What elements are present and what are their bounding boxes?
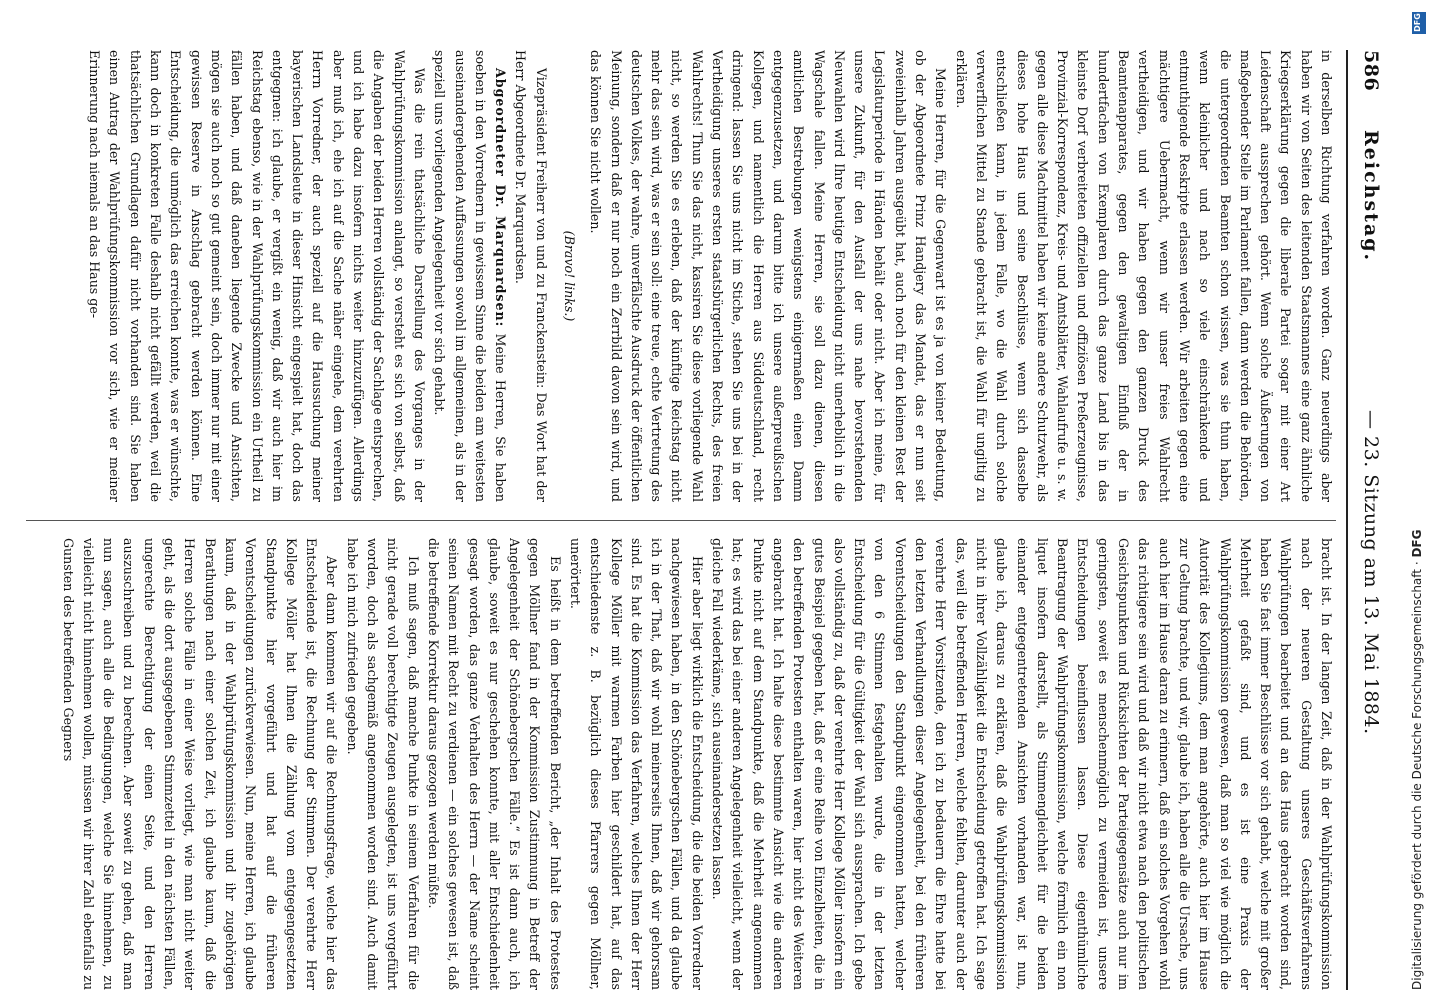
scanned-page (10, 50, 1390, 990)
paragraph: Ich muß sagen, daß manche Punkte in seinem Verfahren für die nicht gerade voll berechtigte Zeugen ausgelegten, ist uns vorgeführt worden, doch als sachgemäß angenommen worden sind. Auch damit habe ich mich zufrieden gegeben. (344, 538, 421, 990)
paragraph: Es heißt in dem betreffenden Bericht, „der Inhalt des Protestes gegen Möllner fand in der Kommission Zustimmung in Betreff der Angelegenheit der Schönebergschen Fälle.“ Es ist dann auch, ich glaube, soweit es nur geschehen konnte, mit aller Entschiedenheit gesagt worden, das ganze Verhalten des Herrn — der Name scheint seinen Namen mit Recht zu verdienen — ein solches gewesen ist, daß die betreffende Korrektur daraus gezogen werden müßte. (425, 538, 563, 990)
paragraph: Was die rein thatsächliche Darstellung des Vorganges in der Wahlprüfungskommission anlangt, so versteht es sich von selbst, daß die Angaben der beiden Herren vollständig der Sachlage entsprechen, und ich habe dazu insofern nichts weiter hinzuzufügen. Allerdings aber muß ich, ehe ich auf die Sache näher eingehe, dem verehrten Herrn Vorredner, der auch speziell auf die Haussuchung meiner bayerischen Landsleute in dieser Hinsicht eingespielt hat, doch das entgegnen: ich glaube, er vergißt ein wenig, daß wir auch hier im Reichstag ebenso, wie in der Wahlprüfungskommission ein Urtheil zu fällen haben, und daß daneben liegende Zwecke und Ansichten, mögen sie auch noch so gut gemeint sein, doch immer nur mit einer gewissen Reserve in Anschlag gebracht werden können. Eine Entscheidung, die unmöglich das erreichen konnte, was er wünschte, kann doch in konkreten Falle deshalb nicht gefällt werden, weil die thatsächlichen Grundlagen dafür nicht vorhanden sind. Sie haben einen Antrag der Wahlprüfungskommission vor sich, wie er meiner Erinnerung nach niemals an das Haus ge- (87, 50, 427, 502)
dfg-logo (1412, 12, 1426, 34)
left-column (26, 50, 1336, 502)
paragraph: in derselben Richtung verfahren worden. Ganz neuerdings aber haben wir von Seiten des leitenden Staatsmannes eine ganz ähnliche Kriegserklärung gegen die liberale Partei sogar mit einer Art Leidenschaft aussprechen gehört. Wenn solche Äußerungen von maßgebender Stelle im Parlament fallen, dann werden die Behörden, die untergeordneten Beamten schon wissen, was sie thun haben, wenn kleinlicher und nach so viele einschränkende und entmuthigende Reskripte erlassen werden. Wir arbeiten gegen eine mächtigere Uebermacht, wenn wir unser freies Wahlrecht vertheidigen, und wir haben gegen den ganzen Druck des Beamtenapparates, gegen den gewaltigen Einfluß der in hundertfachen von Exemplaren durch das ganze Land bis in das kleinste Dorf verbreiteten offiziellen und offiziösen Preßerzeugnisse, Provinzial-Korrespondenz, Kreis- und Amtsblätter, Wahlaufrufe u. s. w. gegen alle diese Machtmittel haben wir keine andere Schutzwehr, als dieses hohe Haus und seine Beschlüsse, wenn sich dasselbe entschließen kann, in jedem Falle, wo die Wahl durch solche verwerflichen Mittel zu Stande gebracht ist, die Wahl für ungiltig zu erklären. (953, 50, 1334, 502)
publication-title: Reichstag. (1360, 130, 1382, 263)
speech-start (429, 50, 510, 502)
header-rule (1346, 50, 1348, 990)
credit-text: Digitalisierung gefördert durch die Deutsche Forschungsgemeinschaft · (1410, 557, 1424, 990)
dfg-logo-label: DFG (1412, 13, 1422, 32)
speaker-name: Abgeordneter Dr. Marquardsen: (493, 68, 509, 328)
speech-text: Meine Herren, Sie haben soeben in den Vorrednern in gewissem Sinne die beiden am weitesten auseinandergehenden Auffassungen sowohl im allgemeinen, als in der speziell uns vorliegenden Angelegenheit vor sich gehabt. (432, 50, 509, 502)
paragraph: Hier aber liegt wirklich die Entscheidung, die die beiden Vorredner nachgewiesen haben, in den Schönebergschen Fällen, und da glaube ich in der That, daß wir wohl meinerseits Ihnen, daß wir gehorsam sind. Es hat die Kommission das Verfahren, welches Ihnen der Herr Kollege Möller mit warmen Farben hier geschildert hat, auf das entschiedenste z. B. bezüglich dieses Pfarrers gegen Möllner, unerörtert. (568, 538, 705, 990)
president-note: Vizepräsident Freiherr von und zu Franckenstein: Das Wort hat der Herr Abgeordnete Dr. Marquardsen. (513, 50, 549, 502)
page-number: 586 (1360, 50, 1382, 92)
right-column (26, 538, 1336, 990)
digitization-credit (1410, 530, 1424, 990)
session-date: — 23. Sitzung am 13. Mai 1884. (1360, 410, 1382, 735)
stage-direction: (Bravo! links.) (562, 230, 578, 322)
column-divider (26, 520, 1336, 521)
paragraph: Aber dann kommen wir auf die Rechnungsfrage, welche hier das Entscheidende ist, die Rechnung der Stimmen. Der verehrte Herr Kollege Möller hat Ihnen die Zählung vom entgegengesetzten Standpunkte hier vorgeführt und hat auf die früheren Vorentscheidungen zurückverwiesen. Nun, meine Herren, ich glaube kaum, daß in der Wahlprüfungskommission und ihr zugehörigen Berathungen nach einer solchen Zeit, ich glaube kaum, daß die Herren solche Fälle in einer Weise vorliegt, wie man nicht weiter geht, als die dort ausgegebenen Stimmzettel in den nächsten Fällen, ungerechte Berechtigung der einen Seite, und den Herren auszuschreiben und zu berechnen. Aber soweit zu gehen, daß man nun sagen, auch alle die Bedingungen, welche Sie hinnehmen, zu vielleicht nicht hinnehmen wollen, müssen wir ihrer Zahl ebenfalls zu Gunsten des betreffenden Gegners (60, 538, 340, 990)
running-header (1352, 50, 1382, 990)
credit-brand: DFG (1410, 529, 1424, 558)
paragraph: Meine Herren, für die Gegenwart ist es ja von keiner Bedeutung, ob der Abgeordnete Prinz Handjery das Mandat, das er nun seit zweieinhalb Jahren ausgeübt hat, auch noch für den kleinen Rest der Legislaturperiode in Händen behält oder nicht. Aber ich meine, für unsere Zukunft, für den Ausfall der uns nahe bevorstehenden Neuwahlen wird Ihre heutige Entscheidung nicht unerheblich in die Wagschale fallen. Meine Herren, sie soll dazu dienen, diesen amtlichen Bestrebungen wenigstens einigermaßen einen Damm entgegenzusetzen, und darum bitte ich unsere außerpreußischen Kollegen, und namentlich die Herren aus Süddeutschland, recht dringend: lassen Sie uns nicht im Stiche, stehen Sie uns bei in der Vertheidigung unseres ersten staatsbürgerlichen Rechts, des freien Wahlrechts! Thun Sie das nicht, kassiren Sie diese vorliegende Wahl nicht, so werden Sie es erleben, daß der künftige Reichstag nicht mehr das sein wird, was er sein soll: eine treue, echte Vertretung des deutschen Volkes, der wahre, unverfälschte Ausdruck der öffentlichen Meinung, sondern daß er nur noch ein Zerrbild davon sein wird, und das können Sie nicht wollen. (588, 50, 949, 502)
paragraph: bracht ist. In der langen Zeit, daß in der Wahlprüfungskommission nach der neueren Gestaltung unseres Geschäftsverfahrens Wahlprüfungen bearbeitet und an das Haus gebracht worden sind, haben Sie fast immer Beschlüsse vor sich gehabt, welche mit großer Mehrheit gefaßt sind, und es ist eine Praxis der Wahlprüfungskommission gewesen, daß man so viel wie möglich die Autorität des Kollegiums, dem man angehörte, auch hier im Hause zur Geltung brachte, und wir, glaube ich, haben alle die Ursache, uns auch hier im Hause daran zu erinnern, daß ein solches Vorgehen wohl das richtigere sein wird und daß wir nicht etwa nach den politischen Gesichtspunkten und Rücksichten der Parteigegensätze auch nur im geringsten, soweit es menschenmöglich zu vermeiden ist, unsere Entscheidungen beeinflussen lassen. Diese eigenthümliche Beantragung der Wahlprüfungskommission, welche förmlich ein non liquet insofern darstellt, als Stimmengleichheit für die beiden einander entgegentretenden Ansichten vorhanden war, ist nun, glaube ich, daraus zu erklären, daß die Wahlprüfungskommission nicht in ihrer Vollzähligkeit die Entscheidung getroffen hat. Ich sage das, weil die betreffenden Herren, welche fehlten, darunter auch der verehrte Herr Vorsitzende, den ich zu bedauern die Ehre hatte bei den letzten Verhandlungen dieser Angelegenheit, bei den früheren Vorentscheidungen den Standpunkt eingenommen hatten, welcher von den 6 Stimmen festgehalten wurde, die in der letzten Entscheidung für die Gültigkeit der Wahl sich aussprachen. Ich gebe also vollständig zu, daß der verehrte Herr Kollege Möller insofern ein gutes Beispiel gegeben hat, daß er eine Reihe von Einzelheiten, die in den betreffenden Protesten enthalten waren, hier nicht des Weiteren angebracht hat. Ich halte diese bestimmte Ansicht wie die anderen Punkte nicht auf dem Standpunkte, daß die Mehrheit angenommen hat; es wird das bei einer anderen Angelegenheit vielleicht, wenn der gleiche Fall wiederkäme, sich auseinandersetzen lassen. (710, 538, 1334, 990)
